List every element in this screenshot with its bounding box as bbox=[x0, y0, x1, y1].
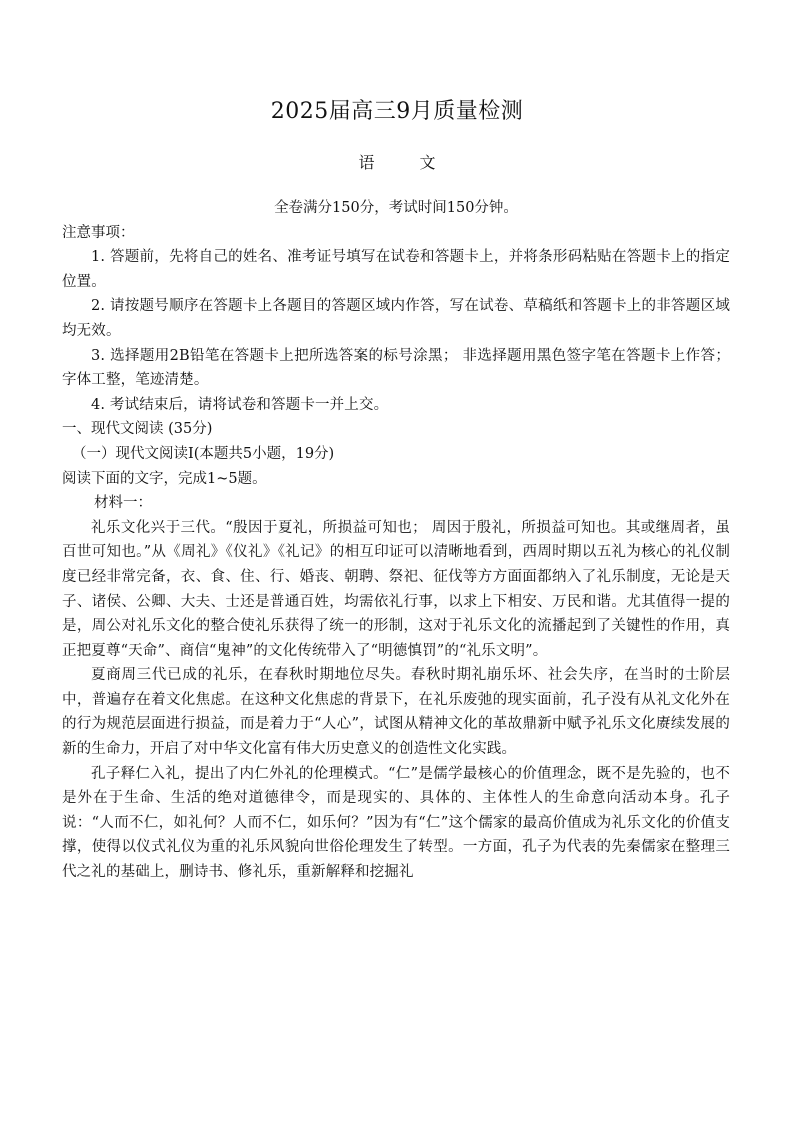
material-label: 材料一： bbox=[94, 495, 152, 512]
material-paragraph-1: 礼乐文化兴于三代。“殷因于夏礼，所损益可知也； 周因于殷礼，所损益可知也。其或继周者，虽百世可知也。”从《周礼》《仪礼》《礼记》的相互印证可以清晰地看到，西周时期以五礼为核心的礼仪制度已经非常完备，衣、食、住、行、婚丧、朝聘、祭祀、征伐等方方面面都纳入了礼乐制度，无论是天子、诸侯、公卿、大夫、士还是普通百姓，均需依礼行事，以求上下相安、万民和谐。尤其值得一提的是，周公对礼乐文化的整合使礼乐获得了统一的形制，这对于礼乐文化的流播起到了关键性的作用，真正把夏尊“天命”、商信“鬼神”的文化传统带入了“明德慎罚”的“礼乐文明”。 bbox=[62, 519, 730, 659]
section-subheading: （一）现代文阅读Ⅰ(本题共5小题，19分) bbox=[72, 445, 335, 462]
notice-item-3: 3. 选择题用2B铅笔在答题卡上把所选答案的标号涂黑； 非选择题用黑色签字笔在答题卡上作答； 字体工整，笔迹清楚。 bbox=[62, 347, 730, 389]
reading-instruction: 阅读下面的文字，完成1~5题。 bbox=[62, 470, 267, 487]
material-paragraph-3: 孔子释仁入礼，提出了内仁外礼的伦理模式。“仁”是儒学最核心的价值理念，既不是先验的，也不是外在于生命、生活的绝对道德律令，而是现实的、具体的、主体性人的生命意向活动本身。孔子说：“人而不仁，如礼何？人而不仁，如乐何？”因为有“仁”这个儒家的最高价值成为礼乐文化的价值支撑，使得以仪式礼仪为重的礼乐风貌向世俗伦理发生了转型。一方面，孔子为代表的先秦儒家在整理三代之礼的基础上，删诗书、修礼乐，重新解释和挖掘礼 bbox=[62, 765, 730, 881]
subject-label: 语 文 bbox=[358, 153, 456, 172]
exam-title: 2025届高三9月质量检测 bbox=[270, 99, 524, 124]
notice-item-2: 2. 请按题号顺序在答题卡上各题目的答题区域内作答，写在试卷、草稿纸和答题卡上的非答题区域均无效。 bbox=[62, 298, 730, 339]
exam-content bbox=[62, 196, 730, 885]
notice-heading: 注意事项： bbox=[62, 224, 135, 241]
material-paragraph-2: 夏商周三代已成的礼乐，在春秋时期地位尽失。春秋时期礼崩乐坏、社会失序，在当时的士阶层中，普遍存在着文化焦虑。在这种文化焦虑的背景下，在礼乐废弛的现实面前，孔子没有从礼文化外在的行为规范层面进行损益，而是着力于“人心”，试图从精神文化的革故鼎新中赋予礼乐文化赓续发展的新的生命力，开启了对中华文化富有伟大历史意义的创造性文化实践。 bbox=[62, 667, 730, 758]
notice-item-1: 1. 答题前，先将自己的姓名、准考证号填写在试卷和答题卡上，并将条形码粘贴在答题卡上的指定位置。 bbox=[62, 249, 730, 290]
notice-item-4: 4. 考试结束后，请将试卷和答题卡一并上交。 bbox=[91, 396, 389, 413]
score-info: 全卷满分150分，考试时间150分钟。 bbox=[274, 200, 518, 216]
section-heading: 一、现代文阅读 (35分) bbox=[62, 421, 213, 438]
